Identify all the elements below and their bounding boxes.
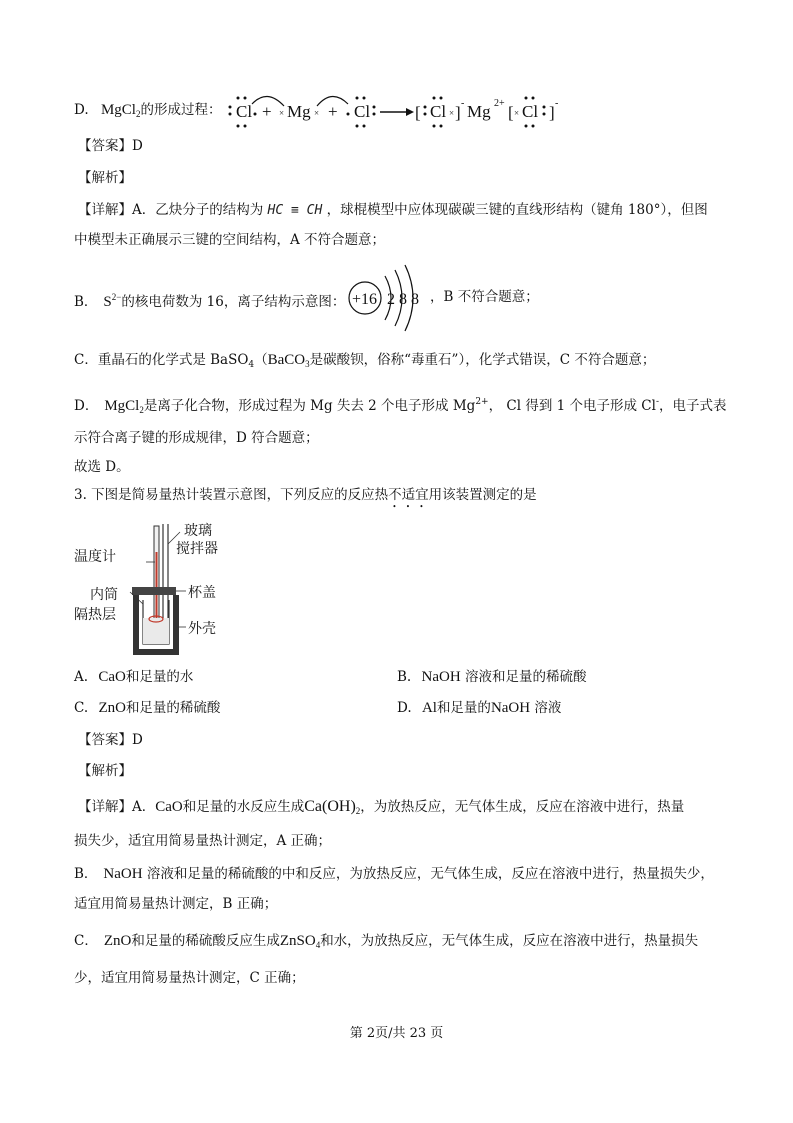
plus-sign: + [262, 102, 272, 121]
svg-text:×: × [279, 108, 285, 118]
inner-cup-label: 内筒 [90, 587, 118, 603]
detail-b-post: ，B 不符合题意； [430, 289, 539, 305]
mgcl2-formula: MgCl$_2$ [100, 102, 141, 119]
detail-a-line1: 【详解】A．乙炔分子的结构为 HC ≡ CH ，球棍模型中应体现碳碳三键的直线形结构（键角 180°），但图 [78, 202, 708, 218]
page-footer: 第 2页/共 23 页 [349, 1026, 444, 1041]
analysis-label: 【解析】 [78, 763, 132, 779]
detail-d-line2: 示符合离子键的形成规律，D 符合题意； [74, 430, 319, 446]
zinc-sulfate-formula: ZnSO$_4$ [279, 933, 321, 950]
detail-d-line1: D． MgCl$_2$是离子化合物，形成过程为 Mg 失去 2 个电子形成 $Mg^{2+}$， Cl 得到 1 个电子形成 Cl-，电子式表 [74, 397, 727, 415]
conclusion: 故选 D。 [74, 459, 130, 475]
detail2-a-line2: 损失少，适宜用简易量热计测定，A 正确； [74, 833, 332, 849]
svg-text:×: × [514, 108, 520, 118]
answer-label: 【答案】 [78, 732, 132, 748]
answer-value: D [132, 732, 143, 748]
answer-label: 【答案】 [78, 138, 132, 154]
option-b: B. NaOH 溶液和足量的稀硫酸 [397, 669, 587, 685]
chlorine-symbol: Cl [522, 102, 539, 121]
magnesium-symbol: Mg [467, 102, 491, 121]
ion-structure-diagram [347, 264, 427, 334]
svg-text:]: ] [455, 103, 461, 122]
chlorine-symbol: Cl [430, 102, 447, 121]
calcium-hydroxide-formula: $Ca(OH)_2$ [304, 798, 361, 816]
shell-electrons-1: 2 [387, 291, 395, 308]
svg-text:-: - [555, 98, 559, 109]
option-d: D. Al和足量的NaOH 溶液 [397, 700, 562, 716]
shell-label: 外壳 [188, 621, 216, 637]
analysis-label: 【解析】 [78, 170, 132, 186]
svg-text:×: × [314, 108, 320, 118]
svg-text:[: [ [415, 103, 421, 122]
detail-a-line2: 中模型未正确展示三键的空间结构，A 不符合题意； [74, 232, 386, 248]
shell-electrons-2: 8 [399, 291, 407, 308]
baco3-formula: BaCO$_3$ [267, 352, 310, 369]
detail-c-line: C．重晶石的化学式是 BaSO$_4$（BaCO$_3$是碳酸钡，俗称“毒重石”），化学式错误，C 不符合题意； [74, 352, 656, 370]
detail2-c-line2: 少，适宜用简易量热计测定，C 正确； [74, 970, 305, 986]
option-a: A. CaO和足量的水 [74, 669, 194, 685]
detail2-a-line1: 【详解】A．CaO和足量的水反应生成$Ca(OH)_2$，为放热反应，无气体生成，反应在溶液中进行，热量 [78, 798, 685, 816]
svg-text:[: [ [508, 103, 514, 122]
chlorine-symbol: Cl [354, 102, 371, 121]
svg-text:]: ] [549, 103, 555, 122]
detail2-b-line1: B． NaOH 溶液和足量的稀硫酸的中和反应，为放热反应，无气体生成，反应在溶液中进行，热量损失少， [74, 866, 714, 882]
calorimeter-diagram [74, 522, 236, 662]
answer-line [78, 730, 143, 750]
electron-dot-equation [222, 90, 582, 130]
question-3-stem: 3. 下图是简易量热计装置示意图，下列反应的反应热不适宜用该装置测定的是 [74, 487, 537, 503]
thermometer-label: 温度计 [74, 549, 116, 565]
lid-label: 杯盖 [188, 585, 216, 601]
detail2-b-line2: 适宜用简易量热计测定，B 正确； [74, 896, 278, 912]
insulation-label: 隔热层 [74, 607, 116, 623]
acetylene-formula: HC ≡ CH [267, 203, 323, 218]
detail2-c-line1: C． ZnO和足量的稀硫酸反应生成ZnSO$_4$和水，为放热反应，无气体生成，反应在溶液中进行，热量损失 [74, 933, 699, 950]
answer-line [78, 136, 143, 156]
emphasis-text: 不适宜 [388, 487, 429, 503]
glass-label-2: 搅拌器 [176, 541, 218, 557]
answer-value: D [132, 138, 143, 154]
option-label: D. [74, 102, 89, 118]
plus-sign: + [328, 102, 338, 121]
svg-text:×: × [449, 108, 455, 118]
shell-electrons-3: 8 [411, 291, 419, 308]
svg-text:2+: 2+ [494, 98, 505, 109]
svg-text:-: - [461, 98, 465, 109]
detail-b-line: B． $S^{2-}$的核电荷数为 16，离子结构示意图： [74, 292, 346, 310]
glass-label-1: 玻璃 [184, 523, 212, 539]
mgcl2-formula: MgCl$_2$ [104, 398, 144, 415]
magnesium-symbol: Mg [287, 102, 311, 121]
option-text: 的形成过程： [140, 102, 222, 118]
option-c: C. ZnO和足量的稀硫酸 [74, 700, 221, 716]
option-d-formation [74, 100, 221, 124]
chlorine-symbol: Cl [236, 102, 253, 121]
sulfide-ion: $S^{2-}$ [103, 292, 122, 310]
nucleus-charge: +16 [352, 291, 378, 308]
